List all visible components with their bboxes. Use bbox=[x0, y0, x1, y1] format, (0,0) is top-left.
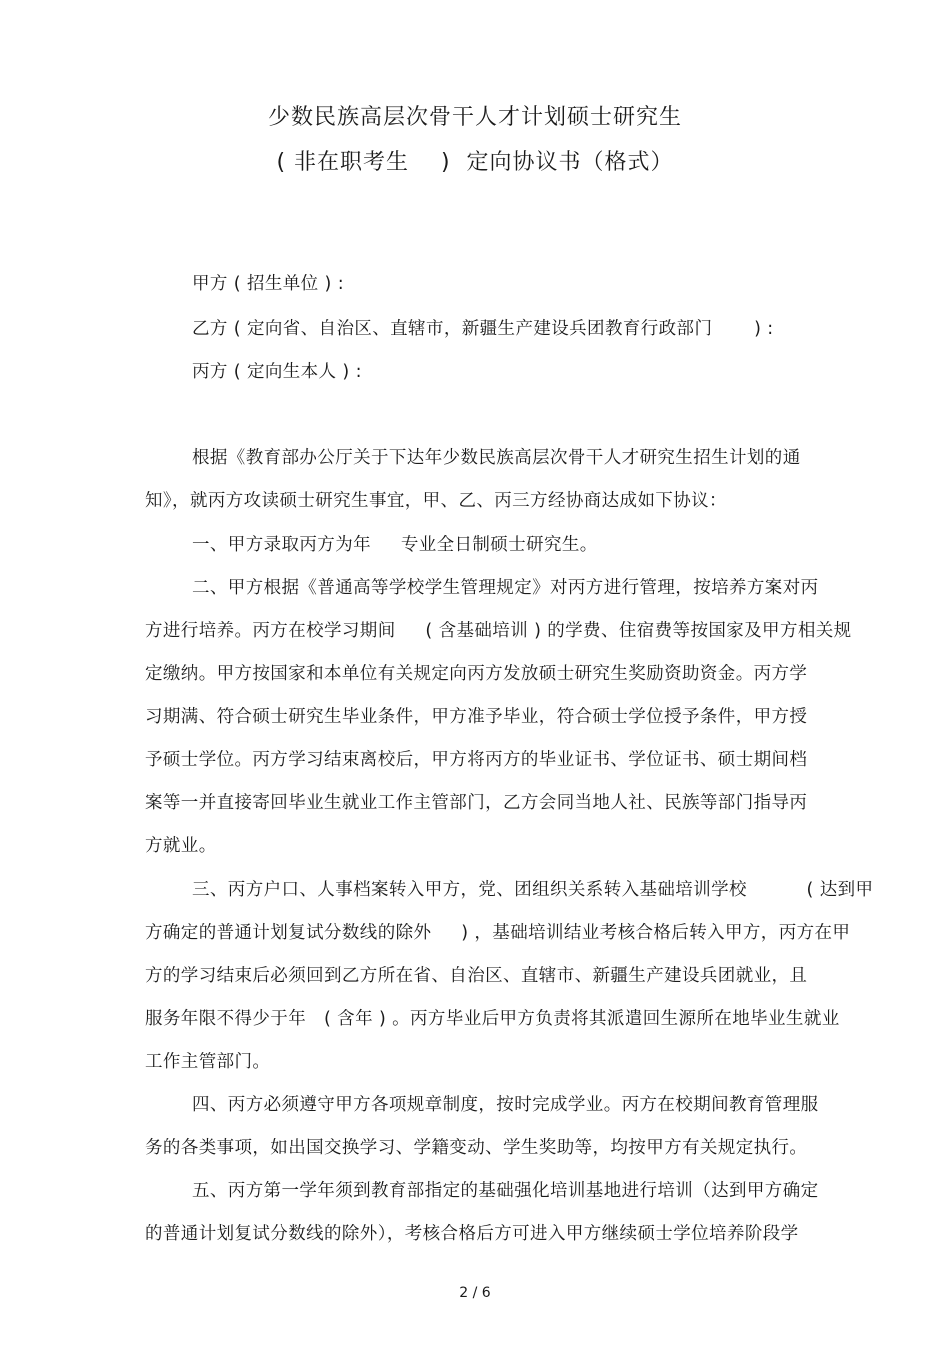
body-line: 根据《教育部办公厅关于下达年少数民族高层次骨干人才研究生招生计划的通 bbox=[192, 448, 801, 468]
document-title-line1: 少数民族高层次骨干人才计划硕士研究生 bbox=[267, 105, 682, 130]
body-line: 务的各类事项，如出国交换学习、学籍变动、学生奖助等，均按甲方有关规定执行。 bbox=[145, 1138, 808, 1158]
page-number: 2 / 6 bbox=[459, 1285, 491, 1301]
body-line: 方就业。 bbox=[145, 836, 217, 856]
body-line: 案等一并直接寄回毕业生就业工作主管部门，乙方会同当地人社、民族等部门指导丙 bbox=[145, 793, 808, 813]
party-a-label: 甲方 ( 招生单位 ) : bbox=[192, 274, 345, 294]
document-title-line2: ( 非在职考生 ) 定向协议书（格式） bbox=[276, 150, 674, 175]
body-line: 予硕士学位。丙方学习结束离校后，甲方将丙方的毕业证书、学位证书、硕士期间档 bbox=[145, 750, 808, 770]
party-b-label: 乙方 ( 定向省、自治区、直辖市，新疆生产建设兵团教育行政部门 ) : bbox=[192, 319, 774, 339]
body-line: 一、甲方录取丙方为年 专业全日制硕士研究生。 bbox=[192, 535, 598, 555]
body-line: 方确定的普通计划复试分数线的除外 ) ，基础培训结业考核合格后转入甲方，丙方在甲 bbox=[145, 923, 851, 943]
body-line: 二、甲方根据《普通高等学校学生管理规定》对丙方进行管理，按培养方案对丙 bbox=[192, 578, 819, 598]
body-line: 服务年限不得少于年 ( 含年 ) 。丙方毕业后甲方负责将其派遣回生源所在地毕业生就业 bbox=[145, 1009, 840, 1029]
body-line: 工作主管部门。 bbox=[145, 1052, 271, 1072]
body-line: 方进行培养。丙方在校学习期间 ( 含基础培训 ) 的学费、住宿费等按国家及甲方相关规 bbox=[145, 621, 852, 641]
body-line: 习期满、符合硕士研究生毕业条件，甲方准予毕业，符合硕士学位授予条件，甲方授 bbox=[145, 707, 808, 727]
body-line: 知》，就丙方攻读硕士研究生事宜，甲、乙、丙三方经协商达成如下协议： bbox=[145, 491, 727, 511]
body-line: 定缴纳。甲方按国家和本单位有关规定向丙方发放硕士研究生奖励资助资金。丙方学 bbox=[145, 664, 808, 684]
body-line: 五、丙方第一学年须到教育部指定的基础强化培训基地进行培训（达到甲方确定 bbox=[192, 1181, 819, 1201]
body-line: 的普通计划复试分数线的除外），考核合格后方可进入甲方继续硕士学位培养阶段学 bbox=[145, 1224, 799, 1244]
body-line: 方的学习结束后必须回到乙方所在省、自治区、直辖市、新疆生产建设兵团就业，且 bbox=[145, 966, 808, 986]
body-line: 四、丙方必须遵守甲方各项规章制度，按时完成学业。丙方在校期间教育管理服 bbox=[192, 1095, 819, 1115]
party-c-label: 丙方 ( 定向生本人 ) : bbox=[192, 362, 362, 382]
body-line: 三、丙方户口、人事档案转入甲方，党、团组织关系转入基础培训学校 ( 达到甲 bbox=[192, 880, 874, 900]
